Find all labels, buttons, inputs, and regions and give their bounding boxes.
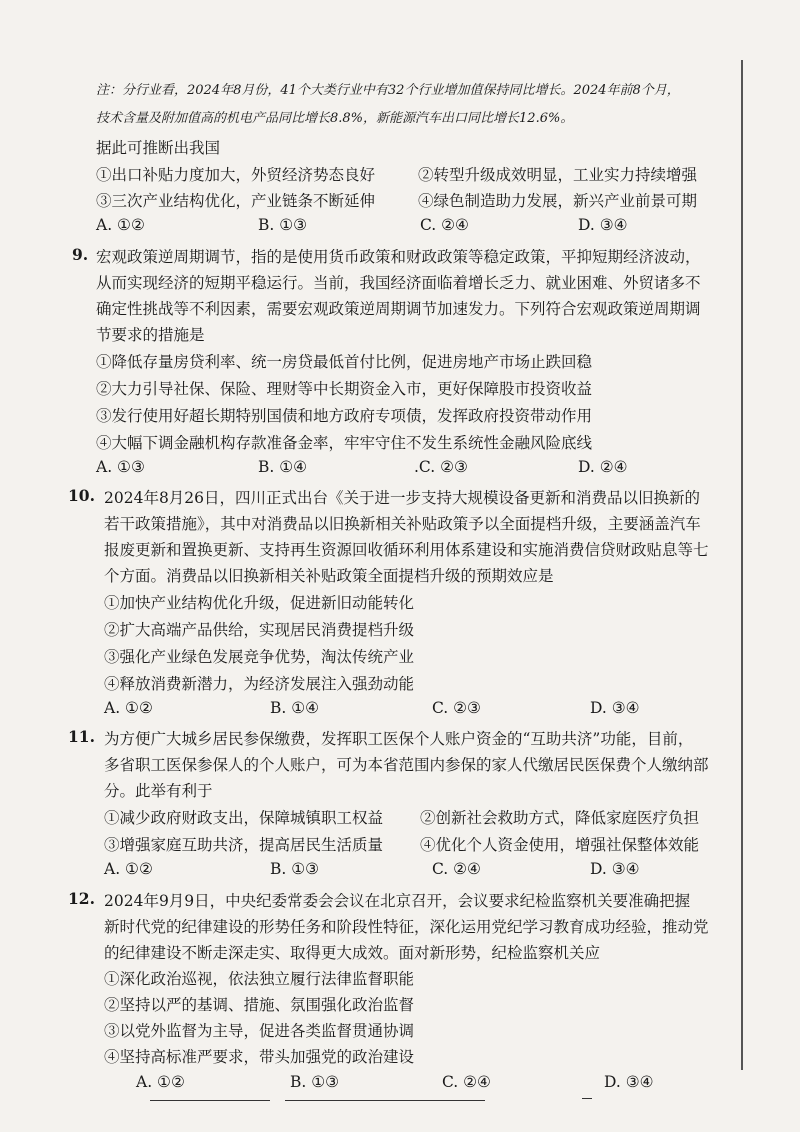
q11-option-4: ④优化个人资金使用，增强社保整体效能 [420, 836, 700, 854]
q8-option-4: ④绿色制造助力发展，新兴产业前景可期 [418, 192, 698, 210]
q12-stem-line-1: 2024年9月9日，中央纪委常委会会议在北京召开，会议要求纪检监察机关要准确把握 [104, 892, 691, 910]
q10-answer-d[interactable]: D. ③④ [590, 699, 640, 717]
q10-stem-line-1: 2024年8月26日，四川正式出台《关于进一步支持大规模设备更新和消费品以旧换新的 [104, 489, 701, 507]
q11-option-1: ①减少政府财政支出，保障城镇职工权益 [104, 809, 384, 827]
q9-stem-line-3: 确定性挑战等不利因素，需要宏观政策逆周期调节加速发力。下列符合宏观政策逆周期调 [96, 300, 701, 318]
q10-stem-line-3: 报废更新和置换更新、支持再生资源回收循环利用体系建设和实施消费信贷财政贴息等七 [104, 541, 709, 559]
q12-answer-b[interactable]: B. ①③ [290, 1073, 340, 1091]
q10-option-3: ③强化产业绿色发展竞争优势，淘汰传统产业 [104, 648, 415, 666]
q11-stem-line-3: 分。此举有利于 [104, 782, 213, 800]
q11-stem-line-2: 多省职工医保参保人的个人账户，可为本省范围内参保的家人代缴居民医保费个人缴纳部 [104, 756, 709, 774]
pencil-mark-2 [285, 1100, 485, 1101]
q8-answer-a[interactable]: A. ①② [96, 216, 145, 234]
q12-stem-line-2: 新时代党的纪律建设的形势任务和阶段性特征，深化运用党纪学习教育成功经验，推动党 [104, 918, 709, 936]
q8-option-3: ③三次产业结构优化，产业链条不断延伸 [96, 192, 376, 210]
margin-rule [741, 60, 743, 1070]
q12-answer-c[interactable]: C. ②④ [442, 1073, 491, 1091]
q12-answer-a[interactable]: A. ①② [136, 1073, 185, 1091]
q11-option-3: ③增强家庭互助共济，提高居民生活质量 [104, 836, 384, 854]
note-line-2: 技术含量及附加值高的机电产品同比增长8.8%，新能源汽车出口同比增长12.6%。 [96, 111, 574, 126]
q9-option-3: ③发行使用好超长期特别国债和地方政府专项债，发挥政府投资带动作用 [96, 407, 593, 425]
pencil-mark-3 [582, 1098, 592, 1099]
q9-answer-d[interactable]: D. ②④ [578, 458, 628, 476]
q9-answer-a[interactable]: A. ①③ [96, 458, 145, 476]
q9-option-2: ②大力引导社保、保险、理财等中长期资金入市，更好保障股市投资收益 [96, 380, 593, 398]
q10-number: 10. [68, 486, 95, 505]
q9-stem-line-1: 宏观政策逆周期调节，指的是使用货币政策和财政政策等稳定政策，平抑短期经济波动， [96, 248, 701, 266]
q12-option-2: ②坚持以严的基调、措施、氛围强化政治监督 [104, 996, 415, 1014]
q11-answer-d[interactable]: D. ③④ [590, 860, 640, 878]
q9-option-1: ①降低存量房贷利率、统一房贷最低首付比例，促进房地产市场止跌回稳 [96, 353, 593, 371]
q10-answer-c[interactable]: C. ②③ [432, 699, 481, 717]
q11-answer-a[interactable]: A. ①② [104, 860, 153, 878]
q9-stem-line-2: 从而实现经济的短期平稳运行。当前，我国经济面临着增长乏力、就业困难、外贸诸多不 [96, 274, 701, 292]
q9-answer-c[interactable]: .C. ②③ [414, 458, 468, 476]
q8-option-2: ②转型升级成效明显，工业实力持续增强 [418, 166, 698, 184]
q10-answer-b[interactable]: B. ①④ [270, 699, 320, 717]
chart-note [96, 76, 736, 134]
q10-option-4: ④释放消费新潜力，为经济发展注入强劲动能 [104, 675, 415, 693]
q9-option-4: ④大幅下调金融机构存款准备金率，牢牢守住不发生系统性金融风险底线 [96, 434, 593, 452]
q10-answer-a[interactable]: A. ①② [104, 699, 153, 717]
q11-answer-c[interactable]: C. ②④ [432, 860, 481, 878]
note-line-1: 注：分行业看，2024年8月份，41个大类行业中有32个行业增加值保持同比增长。2024年前8个月， [96, 83, 680, 98]
q8-option-1: ①出口补贴力度加大，外贸经济势态良好 [96, 166, 376, 184]
q11-option-2: ②创新社会救助方式，降低家庭医疗负担 [420, 809, 700, 827]
q11-stem-line-1: 为方便广大城乡居民参保缴费，发挥职工医保个人账户资金的“互助共济”功能，目前， [104, 730, 694, 748]
q8-stem: 据此可推断出我国 [96, 139, 221, 157]
q12-option-3: ③以党外监督为主导，促进各类监督贯通协调 [104, 1022, 415, 1040]
q12-answer-d[interactable]: D. ③④ [604, 1073, 654, 1091]
q12-option-4: ④坚持高标准严要求，带头加强党的政治建设 [104, 1048, 415, 1066]
q8-answer-c[interactable]: C. ②④ [420, 216, 469, 234]
q12-option-1: ①深化政治巡视，依法独立履行法律监督职能 [104, 970, 415, 988]
q12-number: 12. [68, 889, 95, 908]
q10-stem-line-2: 若干政策措施》，其中对消费品以旧换新相关补贴政策予以全面提档升级，主要涵盖汽车 [104, 515, 701, 533]
q10-option-2: ②扩大高端产品供给，实现居民消费提档升级 [104, 621, 415, 639]
q10-stem-line-4: 个方面。消费品以旧换新相关补贴政策全面提档升级的预期效应是 [104, 567, 554, 585]
q11-answer-b[interactable]: B. ①③ [270, 860, 320, 878]
q8-answer-d[interactable]: D. ③④ [578, 216, 628, 234]
q9-number: 9. [72, 245, 89, 264]
q10-option-1: ①加快产业结构优化升级，促进新旧动能转化 [104, 594, 415, 612]
q12-stem-line-3: 的纪律建设不断走深走实、取得更大成效。面对新形势，纪检监察机关应 [104, 944, 601, 962]
q9-answer-b[interactable]: B. ①④ [258, 458, 308, 476]
q9-stem-line-4: 节要求的措施是 [96, 326, 205, 344]
q8-answer-b[interactable]: B. ①③ [258, 216, 308, 234]
q11-number: 11. [68, 727, 95, 746]
pencil-mark-1 [150, 1100, 270, 1101]
